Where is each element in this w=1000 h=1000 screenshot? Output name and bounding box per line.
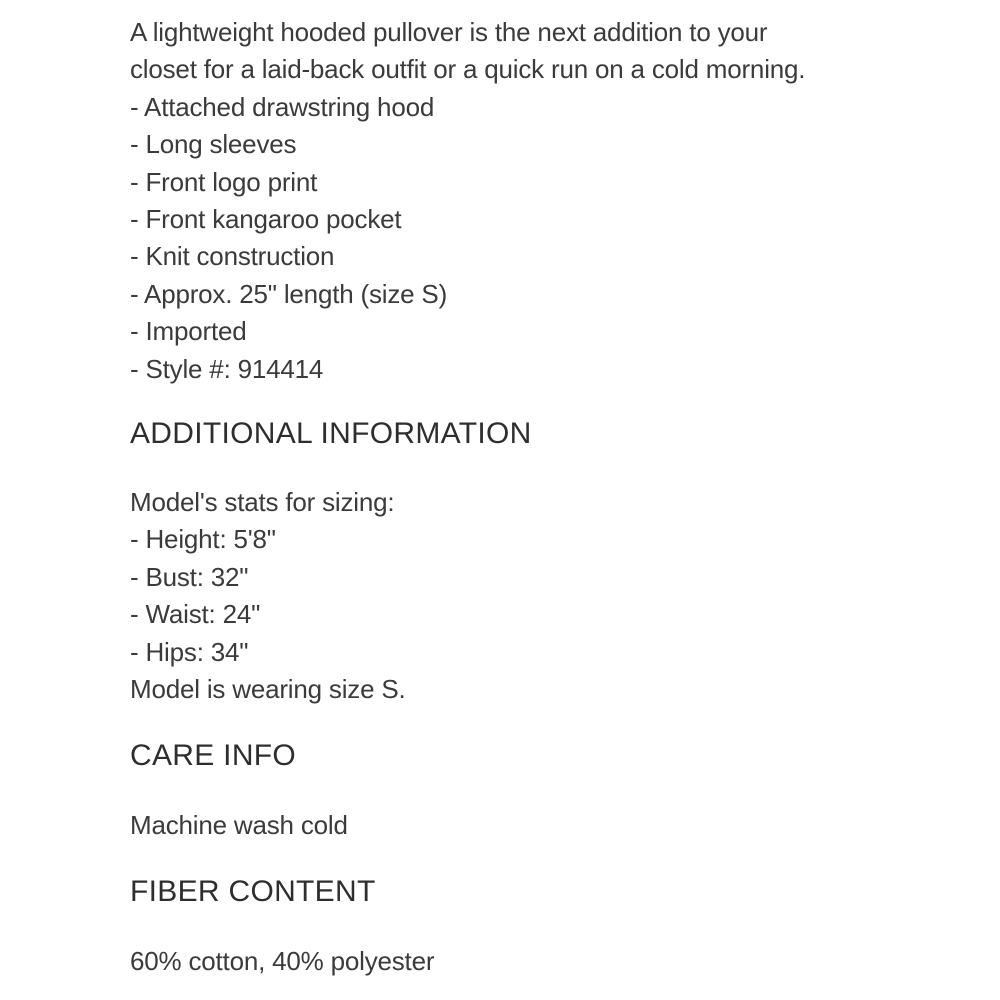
care-info-text: Machine wash cold xyxy=(130,810,348,840)
additional-information-heading: ADDITIONAL INFORMATION xyxy=(130,417,532,450)
model-stat-bust: - Bust: 32" xyxy=(130,561,249,592)
feature-item: - Imported xyxy=(130,316,247,347)
fiber-content-text: 60% cotton, 40% polyester xyxy=(130,946,435,976)
care-info-heading: CARE INFO xyxy=(130,739,297,772)
feature-item: - Attached drawstring hood xyxy=(130,91,435,122)
feature-item: - Front kangaroo pocket xyxy=(130,204,402,235)
feature-item: - Long sleeves xyxy=(130,129,297,160)
fiber-content xyxy=(130,943,434,980)
feature-item: - Knit construction xyxy=(130,241,335,272)
model-stat-waist: - Waist: 24" xyxy=(130,599,261,630)
description-line: A lightweight hooded pullover is the next addition to your xyxy=(130,17,768,47)
feature-item: - Front logo print xyxy=(130,166,318,197)
product-details xyxy=(130,14,970,976)
care-info xyxy=(130,807,348,844)
style-number: - Style #: 914414 xyxy=(130,353,324,384)
description-line: closet for a laid-back outfit or a quick run on a cold morning. xyxy=(130,54,806,85)
model-size-note: Model is wearing size S. xyxy=(130,674,406,705)
model-stat-hips: - Hips: 34" xyxy=(130,636,249,667)
model-stats xyxy=(130,484,406,708)
model-stats-intro: Model's stats for sizing: xyxy=(130,487,395,517)
fiber-content-heading: FIBER CONTENT xyxy=(130,875,376,908)
product-description xyxy=(130,14,970,388)
model-stat-height: - Height: 5'8" xyxy=(130,524,276,555)
feature-item: - Approx. 25" length (size S) xyxy=(130,278,448,309)
